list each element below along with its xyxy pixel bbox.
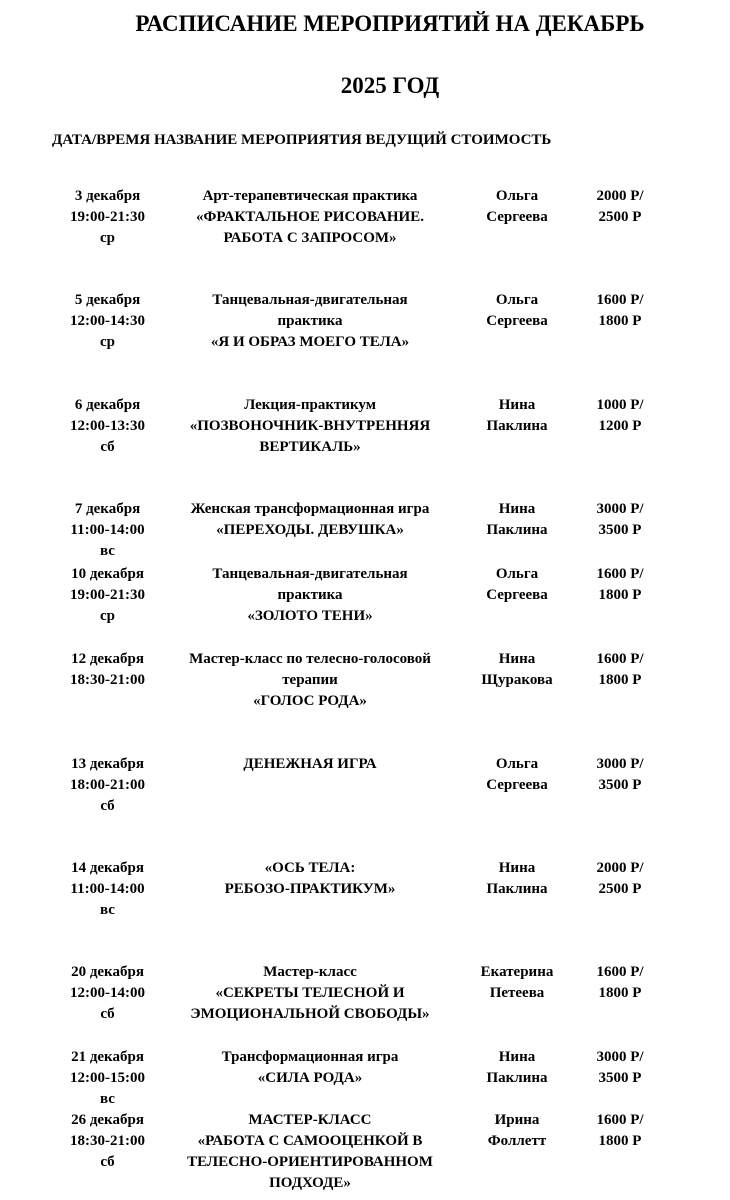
event-price-line: 1200 Р xyxy=(598,418,642,434)
event-title-line: «Я И ОБРАЗ МОЕГО ТЕЛА» xyxy=(210,334,410,350)
event-price-line: 2500 Р xyxy=(598,881,642,897)
event-host-line: Паклина xyxy=(486,881,548,897)
event-date-line: 12 декабря xyxy=(71,651,144,667)
event-date-line: вс xyxy=(100,902,115,918)
event-date-line: 21 декабря xyxy=(71,1049,144,1065)
event-price-line: 1800 Р xyxy=(598,672,642,688)
event-date-line: сб xyxy=(100,439,115,455)
event-price xyxy=(580,1110,660,1152)
event-date-line: 18:00-21:00 xyxy=(70,777,145,793)
event-date-line: 12:00-15:00 xyxy=(70,1070,145,1086)
event-price-line: 2000 Р/ xyxy=(596,188,644,204)
event-title-line: ПОДХОДЕ» xyxy=(269,1175,351,1191)
event-date-line: 11:00-14:00 xyxy=(70,881,145,897)
event-title-line: «ГОЛОС РОДА» xyxy=(253,693,367,709)
event-host xyxy=(465,499,569,541)
event-title-line: ВЕРТИКАЛЬ» xyxy=(259,439,361,455)
event-date xyxy=(55,395,160,458)
event-price-line: 1600 Р/ xyxy=(596,292,644,308)
event-price-line: 2500 Р xyxy=(598,209,642,225)
event-title xyxy=(160,1047,460,1089)
event-host xyxy=(465,962,569,1004)
event-title-line: Танцевальная-двигательная xyxy=(212,292,408,308)
event-title xyxy=(160,649,460,712)
event-title-line: РЕБОЗО-ПРАКТИКУМ» xyxy=(224,881,396,897)
event-price-line: 1800 Р xyxy=(598,1133,642,1149)
event-price-line: 1600 Р/ xyxy=(596,964,644,980)
event-price-line: 3500 Р xyxy=(598,522,642,538)
event-title-line: «ПОЗВОНОЧНИК-ВНУТРЕННЯЯ xyxy=(189,418,431,434)
event-title-line: Мастер-класс по телесно-голосовой xyxy=(189,651,431,667)
event-host-line: Нина xyxy=(498,397,536,413)
event-host-line: Сергеева xyxy=(486,313,548,329)
event-date-line: вс xyxy=(100,543,115,559)
event-date-line: 5 декабря xyxy=(74,292,141,308)
event-host-line: Сергеева xyxy=(486,209,548,225)
event-price xyxy=(580,395,660,437)
event-date xyxy=(55,499,160,562)
event-title-line: «ФРАКТАЛЬНОЕ РИСОВАНИЕ. xyxy=(196,209,424,225)
event-price-line: 1600 Р/ xyxy=(596,651,644,667)
event-date-line: 20 декабря xyxy=(71,964,144,980)
event-price-line: 1000 Р/ xyxy=(596,397,644,413)
event-price xyxy=(580,858,660,900)
page-subtitle-year: 2025 ГОД xyxy=(340,73,440,98)
event-price xyxy=(580,1047,660,1089)
page-title: РАСПИСАНИЕ МЕРОПРИЯТИЙ НА ДЕКАБРЬ xyxy=(135,11,645,36)
event-price xyxy=(580,649,660,691)
event-host xyxy=(465,858,569,900)
event-date-line: 11:00-14:00 xyxy=(70,522,145,538)
event-date xyxy=(55,290,160,353)
event-title xyxy=(160,962,460,1025)
event-date xyxy=(55,649,160,691)
event-title-line: ДЕНЕЖНАЯ ИГРА xyxy=(243,756,377,772)
event-host-line: Паклина xyxy=(486,418,548,434)
event-price-line: 2000 Р/ xyxy=(596,860,644,876)
event-host xyxy=(465,754,569,796)
event-host-line: Нина xyxy=(498,651,536,667)
event-date-line: сб xyxy=(100,798,115,814)
event-title xyxy=(160,499,460,541)
event-price xyxy=(580,290,660,332)
event-title-line: «РАБОТА С САМООЦЕНКОЙ В xyxy=(197,1133,423,1149)
event-title xyxy=(160,395,460,458)
event-price-line: 3500 Р xyxy=(598,1070,642,1086)
event-title-line: практика xyxy=(277,587,343,603)
event-date-line: 10 декабря xyxy=(71,566,144,582)
event-host-line: Екатерина xyxy=(480,964,554,980)
event-title-line: практика xyxy=(277,313,343,329)
event-host xyxy=(465,649,569,691)
event-date xyxy=(55,754,160,817)
event-date-line: 26 декабря xyxy=(71,1112,144,1128)
event-date xyxy=(55,186,160,249)
event-title xyxy=(160,186,460,249)
event-host-line: Нина xyxy=(498,860,536,876)
event-title-line: «СЕКРЕТЫ ТЕЛЕСНОЙ И xyxy=(215,985,405,1001)
event-host xyxy=(465,564,569,606)
event-date-line: 18:30-21:00 xyxy=(70,1133,145,1149)
event-host-line: Сергеева xyxy=(486,777,548,793)
event-price-line: 3000 Р/ xyxy=(596,501,644,517)
event-title-line: Женская трансформационная игра xyxy=(190,501,430,517)
event-date xyxy=(55,1110,160,1173)
event-price xyxy=(580,754,660,796)
event-host xyxy=(465,290,569,332)
event-price-line: 3500 Р xyxy=(598,777,642,793)
event-title-line: Лекция-практикум xyxy=(244,397,376,413)
event-title xyxy=(160,290,460,353)
event-date xyxy=(55,564,160,627)
event-price xyxy=(580,962,660,1004)
event-date-line: 12:00-13:30 xyxy=(70,418,145,434)
event-title-line: ТЕЛЕСНО-ОРИЕНТИРОВАННОМ xyxy=(187,1154,433,1170)
event-date-line: 14 декабря xyxy=(71,860,144,876)
event-title-line: «СИЛА РОДА» xyxy=(257,1070,363,1086)
event-title-line: Танцевальная-двигательная xyxy=(212,566,408,582)
event-price-line: 1800 Р xyxy=(598,587,642,603)
event-price-line: 1600 Р/ xyxy=(596,1112,644,1128)
event-price-line: 3000 Р/ xyxy=(596,756,644,772)
event-date-line: ср xyxy=(100,608,115,624)
event-date-line: вс xyxy=(100,1091,115,1107)
event-price xyxy=(580,564,660,606)
event-host-line: Фоллетт xyxy=(487,1133,547,1149)
event-host xyxy=(465,1047,569,1089)
event-title-line: Арт-терапевтическая практика xyxy=(202,188,418,204)
event-date-line: ср xyxy=(100,230,115,246)
event-price-line: 3000 Р/ xyxy=(596,1049,644,1065)
event-date-line: 19:00-21:30 xyxy=(70,209,145,225)
event-price xyxy=(580,499,660,541)
event-host-line: Паклина xyxy=(486,522,548,538)
event-title-line: терапии xyxy=(282,672,338,688)
event-host xyxy=(465,1110,569,1152)
event-date xyxy=(55,858,160,921)
event-price-line: 1600 Р/ xyxy=(596,566,644,582)
event-date-line: 19:00-21:30 xyxy=(70,587,145,603)
event-title-line: «ЗОЛОТО ТЕНИ» xyxy=(247,608,373,624)
event-title-line: ЭМОЦИОНАЛЬНОЙ СВОБОДЫ» xyxy=(190,1006,430,1022)
event-host-line: Петеева xyxy=(489,985,545,1001)
event-date-line: ср xyxy=(100,334,115,350)
event-title-line: РАБОТА С ЗАПРОСОМ» xyxy=(223,230,397,246)
event-date-line: 7 декабря xyxy=(74,501,141,517)
event-date-line: 12:00-14:00 xyxy=(70,985,145,1001)
event-price-line: 1800 Р xyxy=(598,985,642,1001)
event-title xyxy=(160,1110,460,1194)
event-title-line: МАСТЕР-КЛАСС xyxy=(248,1112,372,1128)
event-date-line: сб xyxy=(100,1154,115,1170)
event-price-line: 1800 Р xyxy=(598,313,642,329)
event-date-line: 18:30-21:00 xyxy=(70,672,145,688)
event-host-line: Нина xyxy=(498,501,536,517)
event-date xyxy=(55,1047,160,1110)
event-host-line: Паклина xyxy=(486,1070,548,1086)
event-host-line: Щуракова xyxy=(481,672,553,688)
event-title-line: «ОСЬ ТЕЛА: xyxy=(264,860,356,876)
event-date-line: 3 декабря xyxy=(74,188,141,204)
event-host-line: Сергеева xyxy=(486,587,548,603)
event-host-line: Ольга xyxy=(495,566,539,582)
event-host-line: Ольга xyxy=(495,756,539,772)
event-title xyxy=(160,858,460,900)
event-date-line: сб xyxy=(100,1006,115,1022)
event-host xyxy=(465,395,569,437)
event-host xyxy=(465,186,569,228)
event-title-line: Трансформационная игра xyxy=(221,1049,399,1065)
event-host-line: Ольга xyxy=(495,292,539,308)
event-title xyxy=(160,564,460,627)
event-host-line: Ирина xyxy=(494,1112,540,1128)
event-title-line: Мастер-класс xyxy=(263,964,357,980)
event-date-line: 13 декабря xyxy=(71,756,144,772)
event-title-line: «ПЕРЕХОДЫ. ДЕВУШКА» xyxy=(216,522,404,538)
event-host-line: Ольга xyxy=(495,188,539,204)
event-date xyxy=(55,962,160,1025)
event-host-line: Нина xyxy=(498,1049,536,1065)
event-price xyxy=(580,186,660,228)
event-title xyxy=(160,754,460,775)
event-date-line: 12:00-14:30 xyxy=(70,313,145,329)
table-header: ДАТА/ВРЕМЯ НАЗВАНИЕ МЕРОПРИЯТИЯ ВЕДУЩИЙ СТОИМОСТЬ xyxy=(52,132,552,148)
event-date-line: 6 декабря xyxy=(74,397,141,413)
